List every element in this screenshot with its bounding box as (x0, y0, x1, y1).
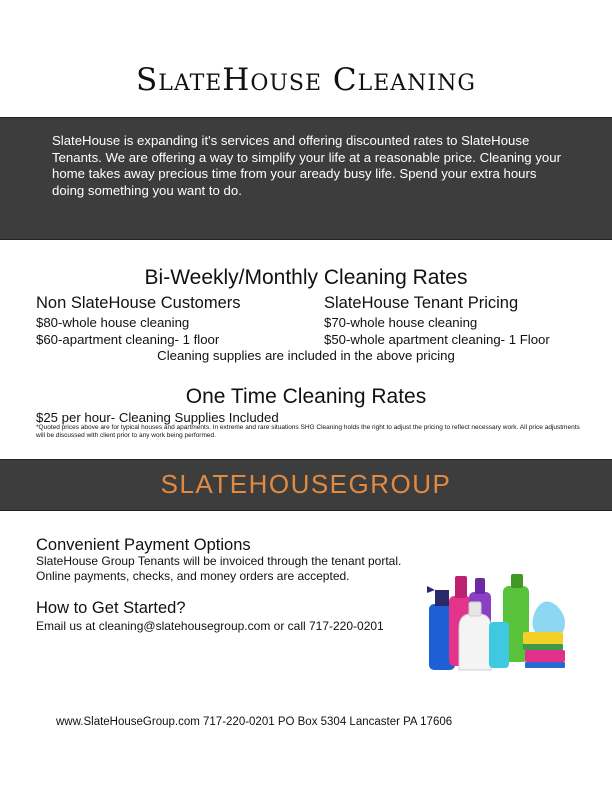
intro-banner (0, 117, 612, 240)
rubber-gloves (532, 601, 565, 632)
non-tenant-heading: Non SlateHouse Customers (36, 294, 241, 312)
non-tenant-rate-apartment: $60-apartment cleaning- 1 floor (36, 332, 220, 347)
white-bottle (459, 614, 491, 670)
payment-heading: Convenient Payment Options (36, 536, 251, 554)
supplies-note: Cleaning supplies are included in the above pricing (157, 348, 455, 363)
pricing-disclaimer: *Quoted prices above are for typical houses and apartments. In extreme and rare situations SHG Cleaning holds the right to adjust the pricing to reflect necessary work. All price adjustments will be discussed with client prior to any work being performed. (36, 424, 580, 440)
one-time-rates-heading: One Time Cleaning Rates (185, 385, 427, 408)
intro-text: SlateHouse is expanding it's services and offering discounted rates to SlateHouse Tenants. We are offering a way to simplify your life at a reasonable price. Cleaning your home takes away precious time from your aready busy life. Spend your extra hours doing something you want to do. (52, 133, 561, 198)
get-started-contact: Email us at cleaning@slatehousegroup.com or call 717-220-0201 (36, 619, 384, 633)
one-time-rate: $25 per hour- Cleaning Supplies Included (36, 410, 279, 425)
page-title: SlateHouse Cleaning (136, 62, 476, 98)
recurring-rates-heading: Bi-Weekly/Monthly Cleaning Rates (144, 266, 468, 289)
payment-line-1: SlateHouse Group Tenants will be invoiced through the tenant portal. (36, 554, 402, 568)
pink-sponge (525, 650, 565, 662)
non-tenant-rate-house: $80-whole house cleaning (36, 315, 190, 330)
yellow-sponge (523, 632, 563, 644)
footer-contact: www.SlateHouseGroup.com 717-220-0201 PO Box 5304 Lancaster PA 17606 (56, 716, 453, 728)
tenant-rate-house: $70-whole house cleaning (324, 315, 478, 330)
get-started-heading: How to Get Started? (36, 599, 186, 617)
tenant-heading: SlateHouse Tenant Pricing (324, 294, 519, 312)
cyan-bottle (489, 622, 509, 668)
brand-banner-text: SLATEHOUSEGROUP (160, 469, 452, 499)
payment-line-2: Online payments, checks, and money orders are accepted. (36, 569, 350, 583)
brand-banner (0, 459, 612, 511)
cleaning-supplies-icon (425, 566, 573, 676)
tenant-rate-apartment: $50-whole apartment cleaning- 1 Floor (324, 332, 550, 347)
spray-nozzle (435, 590, 449, 606)
